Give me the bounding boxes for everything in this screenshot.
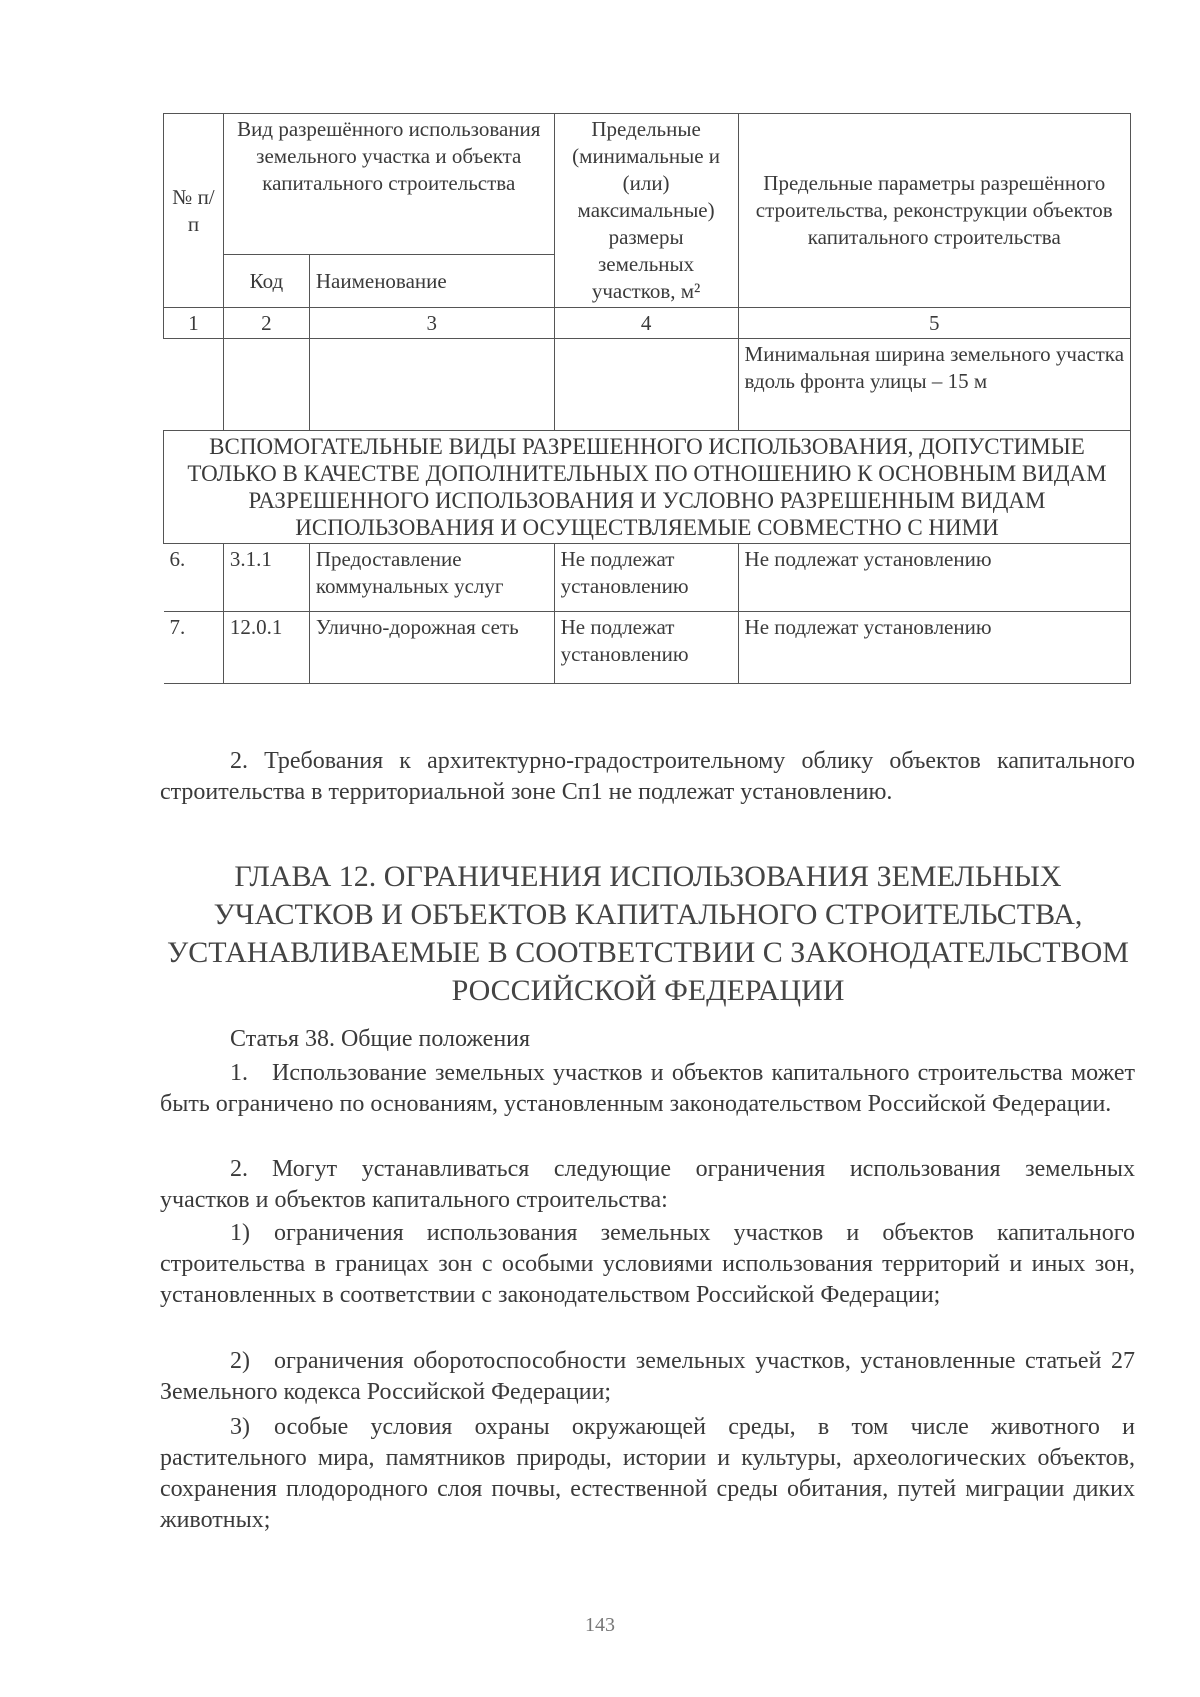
row-params: Не подлежат установлению bbox=[738, 612, 1130, 684]
row-num: 6. bbox=[164, 544, 224, 612]
section-title: ВСПОМОГАТЕЛЬНЫЕ ВИДЫ РАЗРЕШЕННОГО ИСПОЛЬЗОВАНИЯ, ДОПУСТИМЫЕ ТОЛЬКО В КАЧЕСТВЕ ДОПОЛНИТЕЛЬНЫХ ПО ОТНОШЕНИЮ К ОСНОВНЫМ ВИДАМ РАЗРЕШЕННОГО ИСПОЛЬЗОВАНИЯ И УСЛОВНО РАЗРЕШЕННЫМ ВИДАМ ИСПОЛЬЗОВАНИЯ И ОСУЩЕСТВЛЯЕМЫЕ СОВМЕСТНО С НИМИ bbox=[164, 431, 1131, 544]
header-vid: Вид разрешённого использования земельного участка и объекта капитального строительства bbox=[223, 114, 554, 255]
row-name: Улично-дорожная сеть bbox=[309, 612, 554, 684]
article-subitem-1: 1) ограничения использования земельных участков и объектов капитального строительства в границах зон с особыми условиями использования территорий и иных зон, установленных в соответствии с законодательством Российской Федерации; bbox=[160, 1220, 1135, 1308]
page-number: 143 bbox=[585, 1614, 615, 1636]
col-number: 1 bbox=[164, 308, 224, 339]
col-number: 3 bbox=[309, 308, 554, 339]
article-item-2: 2. Могут устанавливаться следующие ограничения использования земельных участков и объектов капитального строительства: bbox=[160, 1156, 1135, 1213]
header-size: Предельные (минимальные и (или) максимальные) размеры земельных участков, м² bbox=[554, 114, 738, 308]
table-row bbox=[164, 612, 1131, 684]
row-num: 7. bbox=[164, 612, 224, 684]
section-row bbox=[164, 431, 1131, 544]
row-size: Не подлежат установлению bbox=[554, 544, 738, 612]
paragraph-2: 2. Требования к архитектурно-градостроительному облику объектов капитального строительства в территориальной зоне Сп1 не подлежат установлению. bbox=[160, 748, 1135, 805]
header-code: Код bbox=[223, 255, 309, 308]
header-num: № п/п bbox=[164, 114, 224, 308]
header-name: Наименование bbox=[309, 255, 554, 308]
land-use-table bbox=[163, 113, 1131, 684]
col-number: 5 bbox=[738, 308, 1130, 339]
continuation-row bbox=[164, 339, 1131, 431]
article-title: Статья 38. Общие положения bbox=[230, 1026, 531, 1052]
col-number: 2 bbox=[223, 308, 309, 339]
header-params: Предельные параметры разрешённого строительства, реконструкции объектов капитального строительства bbox=[738, 114, 1130, 308]
row-size: Не подлежат установлению bbox=[554, 612, 738, 684]
row-params: Не подлежат установлению bbox=[738, 544, 1130, 612]
article-item-1: 1. Использование земельных участков и объектов капитального строительства может быть ограничено по основаниям, установленным законодательством Российской Федерации. bbox=[160, 1060, 1135, 1117]
column-number-row bbox=[164, 308, 1131, 339]
row-name: Предоставление коммунальных услуг bbox=[309, 544, 554, 612]
row-code: 3.1.1 bbox=[223, 544, 309, 612]
table-row bbox=[164, 544, 1131, 612]
row-code: 12.0.1 bbox=[223, 612, 309, 684]
col-number: 4 bbox=[554, 308, 738, 339]
article-subitem-2: 2) ограничения оборотоспособности земельных участков, установленные статьей 27 Земельного кодекса Российской Федерации; bbox=[160, 1348, 1135, 1405]
chapter-title: ГЛАВА 12. ОГРАНИЧЕНИЯ ИСПОЛЬЗОВАНИЯ ЗЕМЕЛЬНЫХ УЧАСТКОВ И ОБЪЕКТОВ КАПИТАЛЬНОГО СТРОИТЕЛЬСТВА, УСТАНАВЛИВАЕМЫЕ В СООТВЕТСТВИИ С ЗАКОНОДАТЕЛЬСТВОМ РОССИЙСКОЙ ФЕДЕРАЦИИ bbox=[167, 860, 1129, 1007]
article-subitem-3: 3) особые условия охраны окружающей среды, в том числе животного и растительного мира, памятников природы, истории и культуры, археологических объектов, сохранения плодородного слоя почвы, естественной среды обитания, путей миграции диких животных; bbox=[160, 1414, 1135, 1533]
continuation-text: Минимальная ширина земельного участка вдоль фронта улицы – 15 м bbox=[738, 339, 1130, 431]
